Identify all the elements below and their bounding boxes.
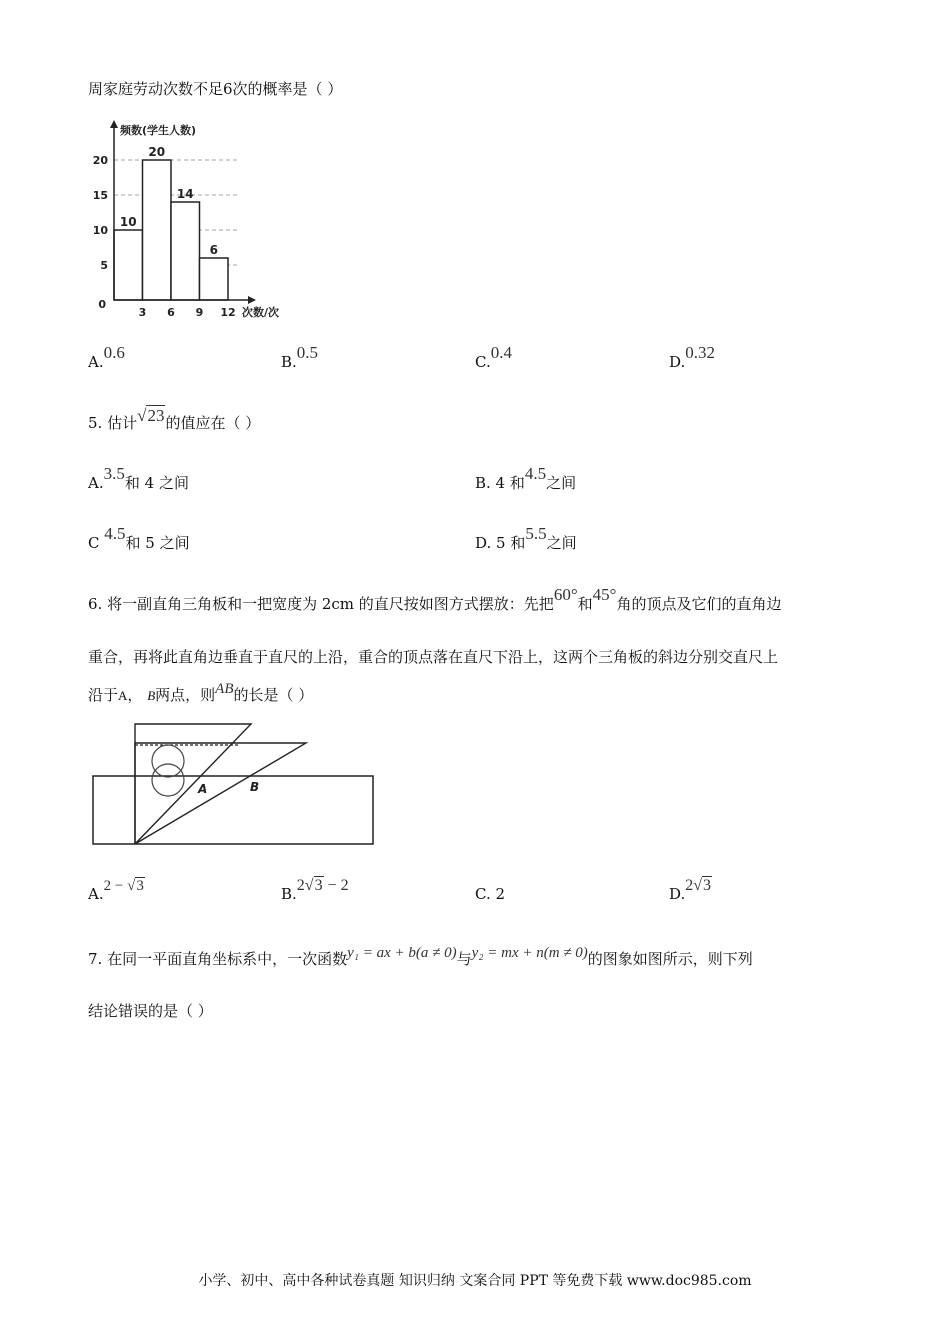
histogram-bar <box>171 202 200 300</box>
q4-option-b[interactable]: B.0.5 <box>281 343 319 371</box>
triangle-45 <box>135 743 306 844</box>
q4-option-d[interactable]: D.0.32 <box>669 343 716 371</box>
q5-option-c[interactable]: C 4.5和 5 之间 <box>88 524 190 552</box>
q5-option-b[interactable]: B. 4 和4.5之间 <box>475 464 577 492</box>
q6-option-a[interactable]: A.2 − √3 <box>88 878 144 903</box>
protractor-circle-lower <box>152 764 184 796</box>
q4-option-c[interactable]: C.0.4 <box>475 343 512 371</box>
y-tick-label: 5 <box>100 259 108 272</box>
y-tick-label: 10 <box>92 224 108 237</box>
histogram-bar <box>143 160 172 300</box>
q6-option-d[interactable]: D.2√3 <box>669 877 712 903</box>
protractor-circle-upper <box>152 745 184 777</box>
bar-value-label: 20 <box>148 145 166 159</box>
x-tick-label: 3 <box>138 306 147 319</box>
bar-value-label: 10 <box>119 215 137 229</box>
histogram-chart <box>88 118 318 328</box>
q7-stem-line2: 结论错误的是（ ） <box>88 1002 213 1020</box>
q6-option-c[interactable]: C. 2 <box>475 885 506 903</box>
label-point-b: B <box>250 780 260 794</box>
label-point-a: A <box>198 782 208 796</box>
y-tick-label: 15 <box>92 189 108 202</box>
y-tick-label: 20 <box>92 154 108 167</box>
x-tick-label: 9 <box>195 306 204 319</box>
origin-label: 0 <box>98 298 106 311</box>
q5-option-a[interactable]: A.3.5和 4 之间 <box>88 464 189 492</box>
q5-stem: 5. 估计√23的值应在（ ） <box>88 406 261 432</box>
q6-stem-line3: 沿于A， B两点，则AB的长是（ ） <box>88 681 314 704</box>
page-footer: 小学、初中、高中各种试卷真题 知识归纳 文案合同 PPT 等免费下载 www.doc985.com <box>198 1273 752 1289</box>
histogram-bar <box>114 230 143 300</box>
y-axis-arrow <box>110 120 118 128</box>
x-tick-label: 6 <box>167 306 175 319</box>
q5-option-d[interactable]: D. 5 和5.5之间 <box>475 524 577 552</box>
y-axis-label: 频数(学生人数) <box>120 124 197 137</box>
x-axis-label: 次数/次 <box>242 306 280 319</box>
bar-value-label: 14 <box>176 187 194 201</box>
q4-stem: 周家庭劳动次数不足6次的概率是（ ） <box>88 80 343 98</box>
q7-stem-line1: 7. 在同一平面直角坐标系中，一次函数y₁ = ax + b(a ≠ 0)与y₂ = mx + n(m ≠ 0)的图象如图所示，则下列 <box>88 945 753 968</box>
ruler-triangles-figure <box>88 718 380 850</box>
histogram-bar <box>200 258 229 300</box>
bar-value-label: 6 <box>209 243 218 257</box>
q4-option-a[interactable]: A.0.6 <box>88 343 125 371</box>
x-axis-arrow <box>248 296 256 304</box>
x-tick-label: 12 <box>220 306 236 319</box>
q6-stem-line2: 重合，再将此直角边垂直于直尺的上沿，重合的顶点落在直尺下沿上，这两个三角板的斜边分别交直尺上 <box>88 648 779 666</box>
q6-option-b[interactable]: B.2√3 − 2 <box>281 877 349 903</box>
q6-stem-line1: 6. 将一副直角三角板和一把宽度为 2cm 的直尺按如图方式摆放：先把60°和45°角的顶点及它们的直角边 <box>88 585 782 613</box>
